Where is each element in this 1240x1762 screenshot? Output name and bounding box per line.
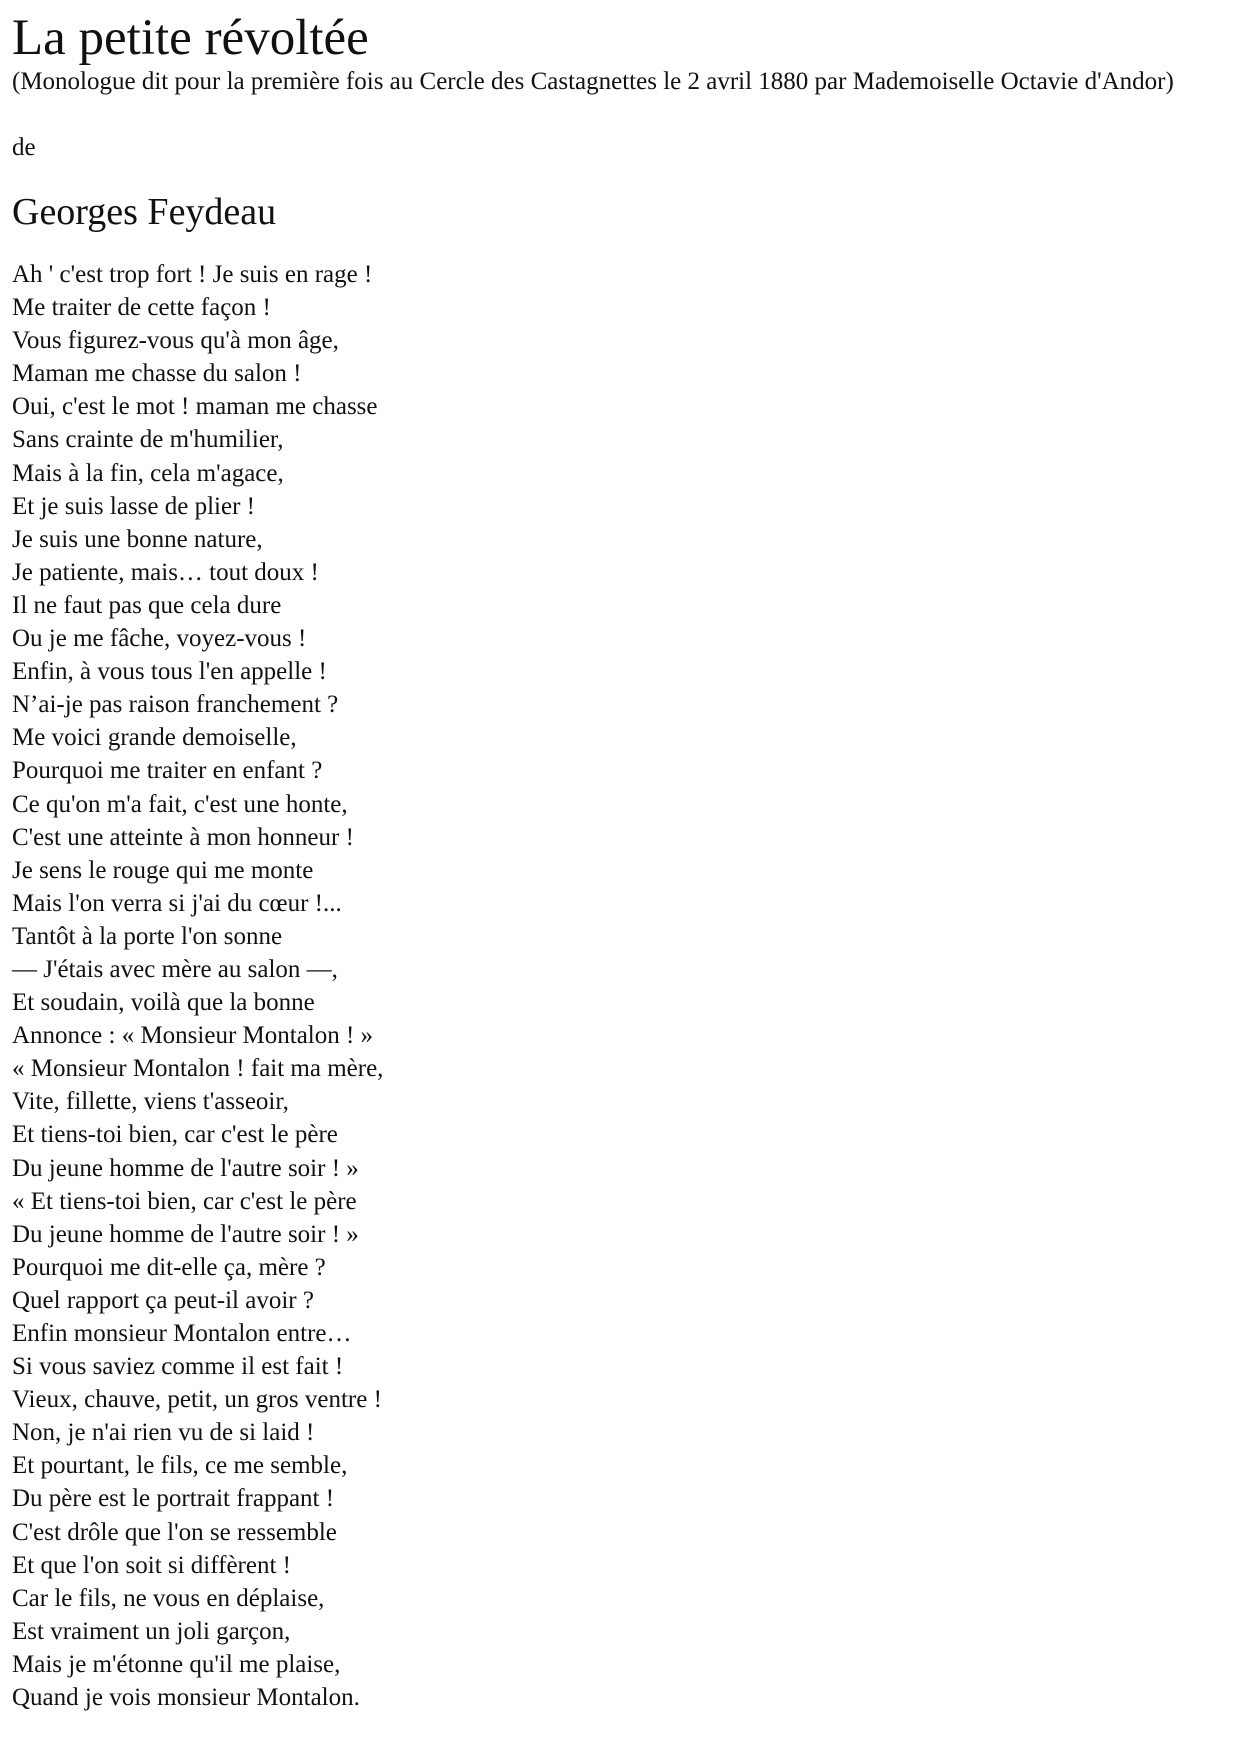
poem-line: Vous figurez-vous qu'à mon âge, (12, 327, 339, 355)
poem-line: Est vraiment un joli garçon, (12, 1617, 291, 1645)
poem-line: Car le fils, ne vous en déplaise, (12, 1584, 325, 1612)
poem-line: Ah ' c'est trop fort ! Je suis en rage ! (12, 261, 373, 288)
poem-line: Vieux, chauve, petit, un gros ventre ! (12, 1386, 382, 1414)
poem-line: Et que l'on soit si diffèrent ! (12, 1551, 291, 1579)
poem-line: Ce qu'on m'a fait, c'est une honte, (12, 790, 348, 818)
poem-line: Annonce : « Monsieur Montalon ! » (12, 1022, 374, 1050)
poem-line: « Et tiens-toi bien, car c'est le père (12, 1187, 357, 1215)
poem-line: Quand je vois monsieur Montalon. (12, 1684, 360, 1712)
poem-line: Tantôt à la porte l'on sonne (12, 922, 283, 950)
document (0, 10, 1240, 1714)
poem-line: Enfin, à vous tous l'en appelle ! (12, 658, 327, 686)
poem-line: Enfin monsieur Montalon entre… (12, 1320, 352, 1347)
poem-line: Mais je m'étonne qu'il me plaise, (12, 1650, 341, 1678)
poem-line: « Monsieur Montalon ! fait ma mère, (12, 1055, 384, 1083)
poem-line: Et pourtant, le fils, ce me semble, (12, 1452, 348, 1480)
poem-line: — J'étais avec mère au salon —, (12, 955, 338, 983)
poem-line: Non, je n'ai rien vu de si laid ! (12, 1419, 315, 1447)
by-label: de (12, 134, 36, 161)
poem-line: Me traiter de cette façon ! (12, 294, 271, 322)
poem-line: Oui, c'est le mot ! maman me chasse (12, 393, 378, 421)
poem-line: Je sens le rouge qui me monte (12, 856, 314, 884)
poem-line: Me voici grande demoiselle, (12, 724, 297, 752)
poem-line: Du père est le portrait frappant ! (12, 1485, 335, 1513)
page-title: La petite révoltée (12, 10, 369, 66)
poem-line: Du jeune homme de l'autre soir ! » (12, 1154, 359, 1182)
poem-line: Vite, fillette, viens t'asseoir, (12, 1088, 289, 1116)
poem-line: Ou je me fâche, voyez-vous ! (12, 625, 307, 653)
author-name: Georges Feydeau (12, 191, 277, 233)
subtitle: (Monologue dit pour la première fois au Cercle des Castagnettes le 2 avril 1880 par Mademoiselle Octavie d'Andor) (12, 68, 1174, 95)
poem-line: Mais à la fin, cela m'agace, (12, 459, 284, 487)
poem-line: Et je suis lasse de plier ! (12, 492, 255, 520)
poem-line: Je patiente, mais… tout doux ! (12, 558, 319, 586)
poem-line: Et tiens-toi bien, car c'est le père (12, 1121, 338, 1149)
poem-line: C'est drôle que l'on se ressemble (12, 1518, 337, 1546)
poem-line: Quel rapport ça peut-il avoir ? (12, 1286, 314, 1314)
poem-line: Pourquoi me traiter en enfant ? (12, 757, 323, 785)
poem-line: Et soudain, voilà que la bonne (12, 989, 315, 1017)
poem-line: Du jeune homme de l'autre soir ! » (12, 1220, 359, 1248)
poem-line: Sans crainte de m'humilier, (12, 426, 284, 454)
poem-line: N’ai-je pas raison franchement ? (12, 691, 339, 719)
poem-line: Si vous saviez comme il est fait ! (12, 1353, 344, 1381)
poem-line: Mais l'on verra si j'ai du cœur !... (12, 889, 342, 917)
poem-line: Je suis une bonne nature, (12, 525, 263, 553)
poem-line: Maman me chasse du salon ! (12, 360, 302, 388)
poem-line: Pourquoi me dit-elle ça, mère ? (12, 1253, 326, 1281)
poem-line: C'est une atteinte à mon honneur ! (12, 823, 354, 851)
poem-line: Il ne faut pas que cela dure (12, 591, 282, 619)
poem-body (12, 258, 1228, 1714)
